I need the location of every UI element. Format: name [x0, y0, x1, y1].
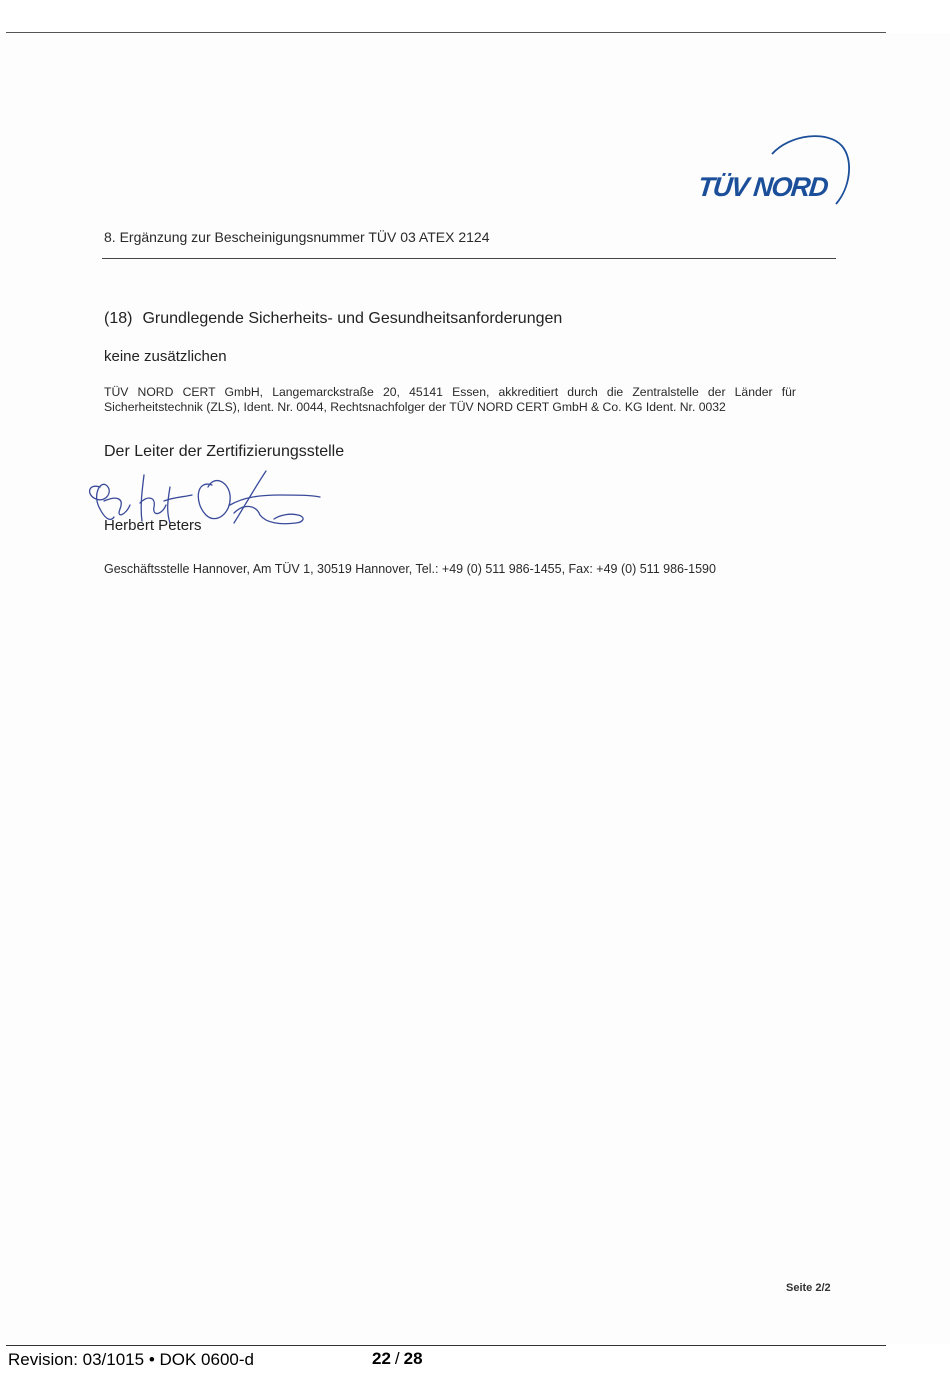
subject-divider — [102, 258, 836, 259]
footer-page-separator: / — [394, 1349, 400, 1368]
footer-revision: Revision: 03/1015 • DOK 0600-d — [8, 1350, 254, 1369]
section-body: keine zusätzlichen — [104, 348, 227, 365]
tuv-nord-logo — [690, 128, 860, 210]
footer-page-current: 22 — [372, 1349, 391, 1368]
office-address: Geschäftsstelle Hannover, Am TÜV 1, 30519 Hannover, Tel.: +49 (0) 511 986-1455, Fax: +49 (0) 511 986-1590 — [104, 562, 716, 576]
certificate-page-indicator: Seite 2/2 — [786, 1282, 831, 1294]
signatory-title: Der Leiter der Zertifizierungsstelle — [104, 443, 345, 460]
footer-rule — [6, 1345, 886, 1346]
footer-page-total: 28 — [403, 1349, 423, 1368]
section-number: (18) — [104, 310, 133, 327]
certificate-subject: 8. Ergänzung zur Bescheinigungsnummer TÜV 03 ATEX 2124 — [104, 229, 490, 245]
section-title: Grundlegende Sicherheits- und Gesundheitsanforderungen — [142, 310, 563, 327]
logo-wordmark: TÜV NORD — [696, 172, 829, 202]
section-heading — [104, 310, 562, 328]
accreditation-statement: TÜV NORD CERT GmbH, Langemarckstraße 20, 45141 Essen, akkreditiert durch die Zentralstelle der Länder für Sicherheitstechnik (ZLS), Ident. Nr. 0044, Rechtsnachfolger der TÜV NORD CERT GmbH & Co. KG Ident. Nr. 0032 — [104, 385, 796, 414]
footer-page-number — [372, 1349, 423, 1369]
signatory-name: Herbert Peters — [104, 517, 202, 534]
